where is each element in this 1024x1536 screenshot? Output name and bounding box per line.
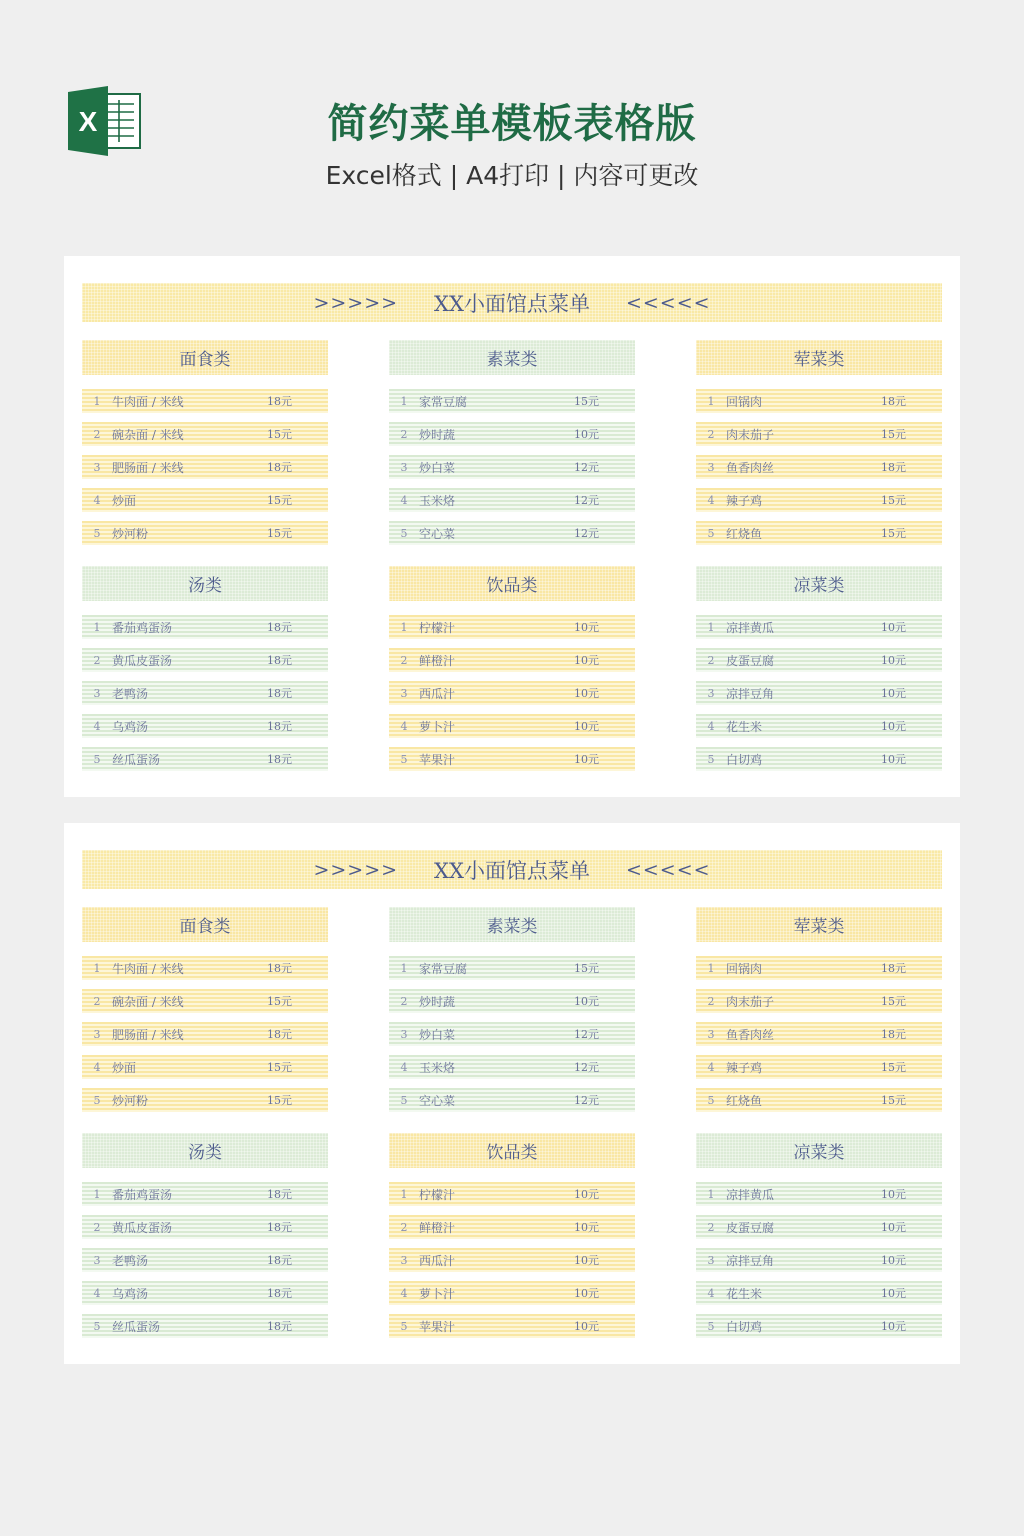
item-name: 炒时蔬: [419, 427, 456, 442]
page-subtitle: Excel格式 | A4打印 | 内容可更改: [325, 161, 699, 190]
menu-item-row: [82, 1022, 328, 1046]
item-number: 4: [93, 493, 101, 507]
item-name: 鲜橙汁: [419, 1220, 456, 1235]
item-price: 10元: [574, 1254, 599, 1267]
item-name: 家常豆腐: [419, 394, 468, 409]
menu-item-row: [389, 648, 635, 672]
category-title: 荤菜类: [696, 907, 942, 942]
item-name: 玉米烙: [419, 493, 456, 508]
menu-category: [389, 1133, 635, 1347]
menu-item-row: [82, 1215, 328, 1239]
item-price: 12元: [574, 1094, 599, 1107]
menu-category: [82, 340, 328, 554]
item-number: 5: [400, 752, 408, 766]
menu-item-row: [696, 1022, 942, 1046]
item-number: 2: [707, 994, 715, 1008]
item-price: 18元: [267, 461, 292, 474]
item-number: 3: [400, 460, 408, 474]
item-price: 15元: [881, 494, 906, 507]
item-price: 10元: [881, 687, 906, 700]
menu-item-row: [82, 1182, 328, 1206]
category-title: 荤菜类: [696, 340, 942, 375]
item-name: 辣子鸡: [726, 1060, 763, 1075]
item-name: 白切鸡: [726, 752, 763, 767]
item-name: 肥肠面 / 米线: [112, 1027, 184, 1042]
item-number: 3: [707, 686, 715, 700]
menu-item-row: [82, 521, 328, 545]
item-name: 辣子鸡: [726, 493, 763, 508]
item-price: 18元: [267, 654, 292, 667]
item-price: 18元: [881, 1028, 906, 1041]
category-title: 汤类: [82, 1133, 328, 1168]
item-name: 丝瓜蛋汤: [112, 1319, 161, 1334]
menu-item-row: [696, 1248, 942, 1272]
item-number: 2: [400, 1220, 408, 1234]
item-price: 10元: [574, 654, 599, 667]
item-name: 乌鸡汤: [112, 1286, 149, 1301]
item-price: 15元: [267, 1094, 292, 1107]
item-name: 凉拌黄瓜: [726, 620, 775, 635]
item-number: 4: [707, 493, 715, 507]
item-number: 1: [400, 961, 408, 975]
item-name: 家常豆腐: [419, 961, 468, 976]
item-number: 2: [400, 653, 408, 667]
item-number: 1: [400, 394, 408, 408]
item-number: 4: [707, 1060, 715, 1074]
item-name: 玉米烙: [419, 1060, 456, 1075]
item-number: 3: [93, 1027, 101, 1041]
menu-item-row: [696, 1215, 942, 1239]
item-name: 肥肠面 / 米线: [112, 460, 184, 475]
menu-item-row: [389, 956, 635, 980]
menu-item-list: [82, 1182, 328, 1338]
item-number: 4: [400, 493, 408, 507]
menu-item-row: [696, 956, 942, 980]
menu-item-row: [389, 1314, 635, 1338]
item-number: 3: [400, 686, 408, 700]
item-number: 1: [707, 620, 715, 634]
item-price: 18元: [267, 1254, 292, 1267]
category-title: 汤类: [82, 566, 328, 601]
item-price: 10元: [574, 720, 599, 733]
menu-category: [696, 1133, 942, 1347]
menu-item-row: [82, 1314, 328, 1338]
item-name: 炒河粉: [112, 1093, 149, 1108]
item-name: 凉拌豆角: [726, 1253, 775, 1268]
item-number: 4: [400, 719, 408, 733]
menu-item-row: [389, 1281, 635, 1305]
item-name: 凉拌黄瓜: [726, 1187, 775, 1202]
item-price: 18元: [267, 962, 292, 975]
item-name: 回锅肉: [726, 394, 763, 409]
item-name: 牛肉面 / 米线: [112, 394, 184, 409]
item-price: 12元: [574, 527, 599, 540]
item-number: 1: [707, 394, 715, 408]
menu-item-row: [82, 615, 328, 639]
menu-item-row: [82, 488, 328, 512]
menu-item-list: [82, 956, 328, 1112]
item-name: 牛肉面 / 米线: [112, 961, 184, 976]
item-name: 苹果汁: [419, 1319, 456, 1334]
item-number: 5: [707, 526, 715, 540]
item-name: 萝卜汁: [419, 719, 456, 734]
item-name: 柠檬汁: [419, 1187, 456, 1202]
item-name: 炒面: [112, 1060, 137, 1075]
menu-item-row: [696, 1281, 942, 1305]
item-price: 18元: [267, 1188, 292, 1201]
menu-item-row: [82, 681, 328, 705]
menu-category: [696, 566, 942, 780]
item-number: 2: [93, 1220, 101, 1234]
item-number: 5: [93, 526, 101, 540]
item-number: 3: [400, 1253, 408, 1267]
menu-category: [82, 566, 328, 780]
menu-category: [82, 907, 328, 1121]
category-title: 凉菜类: [696, 566, 942, 601]
menu-item-row: [696, 455, 942, 479]
page-title: 简约菜单模板表格版: [327, 101, 697, 147]
item-name: 肉末茄子: [726, 427, 775, 442]
item-price: 18元: [881, 962, 906, 975]
item-number: 4: [93, 1060, 101, 1074]
item-price: 10元: [574, 428, 599, 441]
menu-item-row: [696, 422, 942, 446]
item-number: 1: [93, 1187, 101, 1201]
menu-item-row: [82, 422, 328, 446]
item-number: 5: [93, 1093, 101, 1107]
category-title: 饮品类: [389, 1133, 635, 1168]
item-name: 番茄鸡蛋汤: [112, 1187, 173, 1202]
item-number: 2: [707, 1220, 715, 1234]
item-price: 10元: [574, 753, 599, 766]
category-title: 面食类: [82, 907, 328, 942]
menu-item-list: [696, 615, 942, 771]
menu-item-row: [389, 1215, 635, 1239]
item-name: 鱼香肉丝: [726, 1027, 775, 1042]
menu-category: [696, 340, 942, 554]
item-name: 空心菜: [419, 526, 456, 541]
item-name: 老鸭汤: [112, 686, 149, 701]
menu-item-row: [389, 1022, 635, 1046]
menu-item-row: [696, 681, 942, 705]
menu-item-row: [82, 747, 328, 771]
item-number: 3: [93, 686, 101, 700]
menu-title: XX小面馆点菜单: [434, 291, 590, 316]
item-price: 10元: [881, 1287, 906, 1300]
menu-item-list: [82, 615, 328, 771]
menu-item-list: [696, 389, 942, 545]
category-title: 素菜类: [389, 340, 635, 375]
item-name: 炒河粉: [112, 526, 149, 541]
item-name: 炒白菜: [419, 460, 456, 475]
item-number: 3: [93, 460, 101, 474]
category-title: 素菜类: [389, 907, 635, 942]
item-price: 10元: [574, 1221, 599, 1234]
item-price: 18元: [881, 461, 906, 474]
item-price: 10元: [574, 621, 599, 634]
item-number: 4: [707, 1286, 715, 1300]
menu-item-row: [389, 714, 635, 738]
item-number: 2: [707, 427, 715, 441]
item-price: 10元: [574, 1320, 599, 1333]
menu-item-row: [389, 1248, 635, 1272]
item-price: 10元: [881, 753, 906, 766]
item-price: 12元: [574, 461, 599, 474]
menu-item-row: [696, 521, 942, 545]
menu-item-row: [696, 648, 942, 672]
item-price: 15元: [574, 395, 599, 408]
item-name: 黄瓜皮蛋汤: [112, 1220, 173, 1235]
item-name: 柠檬汁: [419, 620, 456, 635]
arrows-right: <<<<<: [625, 858, 711, 881]
item-name: 红烧鱼: [726, 1093, 763, 1108]
menu-item-list: [389, 956, 635, 1112]
menu-item-row: [82, 389, 328, 413]
item-price: 15元: [267, 1061, 292, 1074]
item-number: 5: [93, 1319, 101, 1333]
category-title: 面食类: [82, 340, 328, 375]
item-price: 10元: [574, 1188, 599, 1201]
menu-item-row: [389, 989, 635, 1013]
item-number: 2: [400, 427, 408, 441]
menu-item-row: [82, 1088, 328, 1112]
menu-item-row: [696, 615, 942, 639]
menu-banner: [82, 850, 942, 889]
item-name: 回锅肉: [726, 961, 763, 976]
item-name: 花生米: [726, 719, 763, 734]
item-price: 18元: [267, 720, 292, 733]
menu-item-row: [82, 956, 328, 980]
arrows-left: >>>>>: [313, 858, 399, 881]
menu-item-row: [696, 747, 942, 771]
item-price: 15元: [881, 1061, 906, 1074]
menu-item-row: [389, 389, 635, 413]
item-price: 10元: [881, 1254, 906, 1267]
item-name: 空心菜: [419, 1093, 456, 1108]
item-price: 15元: [267, 494, 292, 507]
item-name: 皮蛋豆腐: [726, 653, 775, 668]
item-name: 红烧鱼: [726, 526, 763, 541]
menu-banner: [82, 283, 942, 322]
item-number: 3: [707, 1253, 715, 1267]
menu-item-row: [389, 1088, 635, 1112]
item-price: 10元: [881, 720, 906, 733]
menu-item-row: [389, 422, 635, 446]
item-name: 老鸭汤: [112, 1253, 149, 1268]
item-price: 10元: [574, 1287, 599, 1300]
menu-sheet: [64, 823, 960, 1364]
menu-item-row: [82, 989, 328, 1013]
item-number: 5: [400, 1093, 408, 1107]
item-number: 4: [707, 719, 715, 733]
item-price: 12元: [574, 494, 599, 507]
item-name: 西瓜汁: [419, 686, 456, 701]
item-price: 18元: [267, 1287, 292, 1300]
item-name: 萝卜汁: [419, 1286, 456, 1301]
menu-item-row: [696, 488, 942, 512]
menu-category: [389, 566, 635, 780]
item-number: 4: [400, 1286, 408, 1300]
menu-item-row: [82, 1248, 328, 1272]
item-name: 凉拌豆角: [726, 686, 775, 701]
item-number: 1: [707, 1187, 715, 1201]
item-price: 15元: [881, 527, 906, 540]
item-number: 3: [400, 1027, 408, 1041]
menu-sheet: [64, 256, 960, 797]
item-number: 1: [707, 961, 715, 975]
item-price: 15元: [881, 1094, 906, 1107]
menu-item-row: [389, 1055, 635, 1079]
item-price: 15元: [267, 995, 292, 1008]
menu-item-row: [82, 1055, 328, 1079]
arrows-left: >>>>>: [313, 291, 399, 314]
item-name: 碗杂面 / 米线: [112, 427, 184, 442]
menu-item-list: [82, 389, 328, 545]
item-price: 18元: [881, 395, 906, 408]
menu-category: [696, 907, 942, 1121]
item-price: 12元: [574, 1028, 599, 1041]
item-price: 18元: [267, 687, 292, 700]
arrows-right: <<<<<: [625, 291, 711, 314]
menu-item-row: [696, 714, 942, 738]
menu-item-row: [696, 989, 942, 1013]
item-price: 10元: [881, 654, 906, 667]
menu-item-list: [389, 389, 635, 545]
item-price: 15元: [881, 995, 906, 1008]
item-number: 4: [93, 1286, 101, 1300]
menu-item-list: [696, 1182, 942, 1338]
item-number: 3: [93, 1253, 101, 1267]
menu-item-row: [82, 714, 328, 738]
menu-item-list: [389, 615, 635, 771]
item-price: 10元: [574, 995, 599, 1008]
item-number: 2: [93, 994, 101, 1008]
item-number: 5: [707, 752, 715, 766]
menu-category: [389, 340, 635, 554]
item-price: 10元: [881, 1221, 906, 1234]
item-name: 鱼香肉丝: [726, 460, 775, 475]
item-price: 15元: [267, 527, 292, 540]
menu-item-row: [389, 455, 635, 479]
item-number: 5: [93, 752, 101, 766]
item-number: 2: [400, 994, 408, 1008]
item-number: 5: [400, 1319, 408, 1333]
item-name: 白切鸡: [726, 1319, 763, 1334]
item-price: 10元: [881, 1320, 906, 1333]
menu-item-row: [389, 747, 635, 771]
menu-item-row: [389, 681, 635, 705]
item-number: 5: [707, 1093, 715, 1107]
item-price: 10元: [574, 687, 599, 700]
menu-item-list: [389, 1182, 635, 1338]
item-number: 4: [400, 1060, 408, 1074]
menu-item-row: [696, 1055, 942, 1079]
item-name: 苹果汁: [419, 752, 456, 767]
menu-item-row: [82, 648, 328, 672]
item-price: 10元: [881, 621, 906, 634]
item-price: 18元: [267, 1028, 292, 1041]
menu-item-row: [389, 488, 635, 512]
menu-item-row: [82, 455, 328, 479]
item-name: 皮蛋豆腐: [726, 1220, 775, 1235]
item-price: 18元: [267, 395, 292, 408]
item-number: 1: [93, 961, 101, 975]
category-title: 饮品类: [389, 566, 635, 601]
menu-item-row: [389, 1182, 635, 1206]
menu-item-row: [696, 1088, 942, 1112]
item-name: 炒时蔬: [419, 994, 456, 1009]
item-name: 炒面: [112, 493, 137, 508]
item-name: 黄瓜皮蛋汤: [112, 653, 173, 668]
item-number: 1: [400, 620, 408, 634]
menu-item-row: [696, 1314, 942, 1338]
item-number: 3: [707, 1027, 715, 1041]
menu-item-row: [389, 615, 635, 639]
item-price: 12元: [574, 1061, 599, 1074]
item-name: 碗杂面 / 米线: [112, 994, 184, 1009]
menu-item-row: [389, 521, 635, 545]
item-price: 15元: [267, 428, 292, 441]
item-name: 花生米: [726, 1286, 763, 1301]
item-number: 5: [400, 526, 408, 540]
item-number: 2: [93, 427, 101, 441]
item-price: 15元: [881, 428, 906, 441]
item-name: 炒白菜: [419, 1027, 456, 1042]
item-price: 18元: [267, 621, 292, 634]
item-name: 鲜橙汁: [419, 653, 456, 668]
item-name: 肉末茄子: [726, 994, 775, 1009]
item-number: 1: [93, 620, 101, 634]
item-price: 18元: [267, 1320, 292, 1333]
menu-item-row: [82, 1281, 328, 1305]
item-name: 西瓜汁: [419, 1253, 456, 1268]
item-name: 番茄鸡蛋汤: [112, 620, 173, 635]
menu-item-row: [696, 389, 942, 413]
item-price: 10元: [881, 1188, 906, 1201]
item-number: 3: [707, 460, 715, 474]
item-number: 5: [707, 1319, 715, 1333]
menu-category: [389, 907, 635, 1121]
item-name: 丝瓜蛋汤: [112, 752, 161, 767]
item-number: 4: [93, 719, 101, 733]
item-name: 乌鸡汤: [112, 719, 149, 734]
item-price: 15元: [574, 962, 599, 975]
menu-item-list: [696, 956, 942, 1112]
item-price: 18元: [267, 1221, 292, 1234]
menu-title: XX小面馆点菜单: [434, 858, 590, 883]
excel-logo-letter: X: [78, 106, 98, 137]
item-number: 2: [707, 653, 715, 667]
menu-category: [82, 1133, 328, 1347]
menu-item-row: [696, 1182, 942, 1206]
item-price: 18元: [267, 753, 292, 766]
item-number: 1: [93, 394, 101, 408]
item-number: 2: [93, 653, 101, 667]
category-title: 凉菜类: [696, 1133, 942, 1168]
item-number: 1: [400, 1187, 408, 1201]
